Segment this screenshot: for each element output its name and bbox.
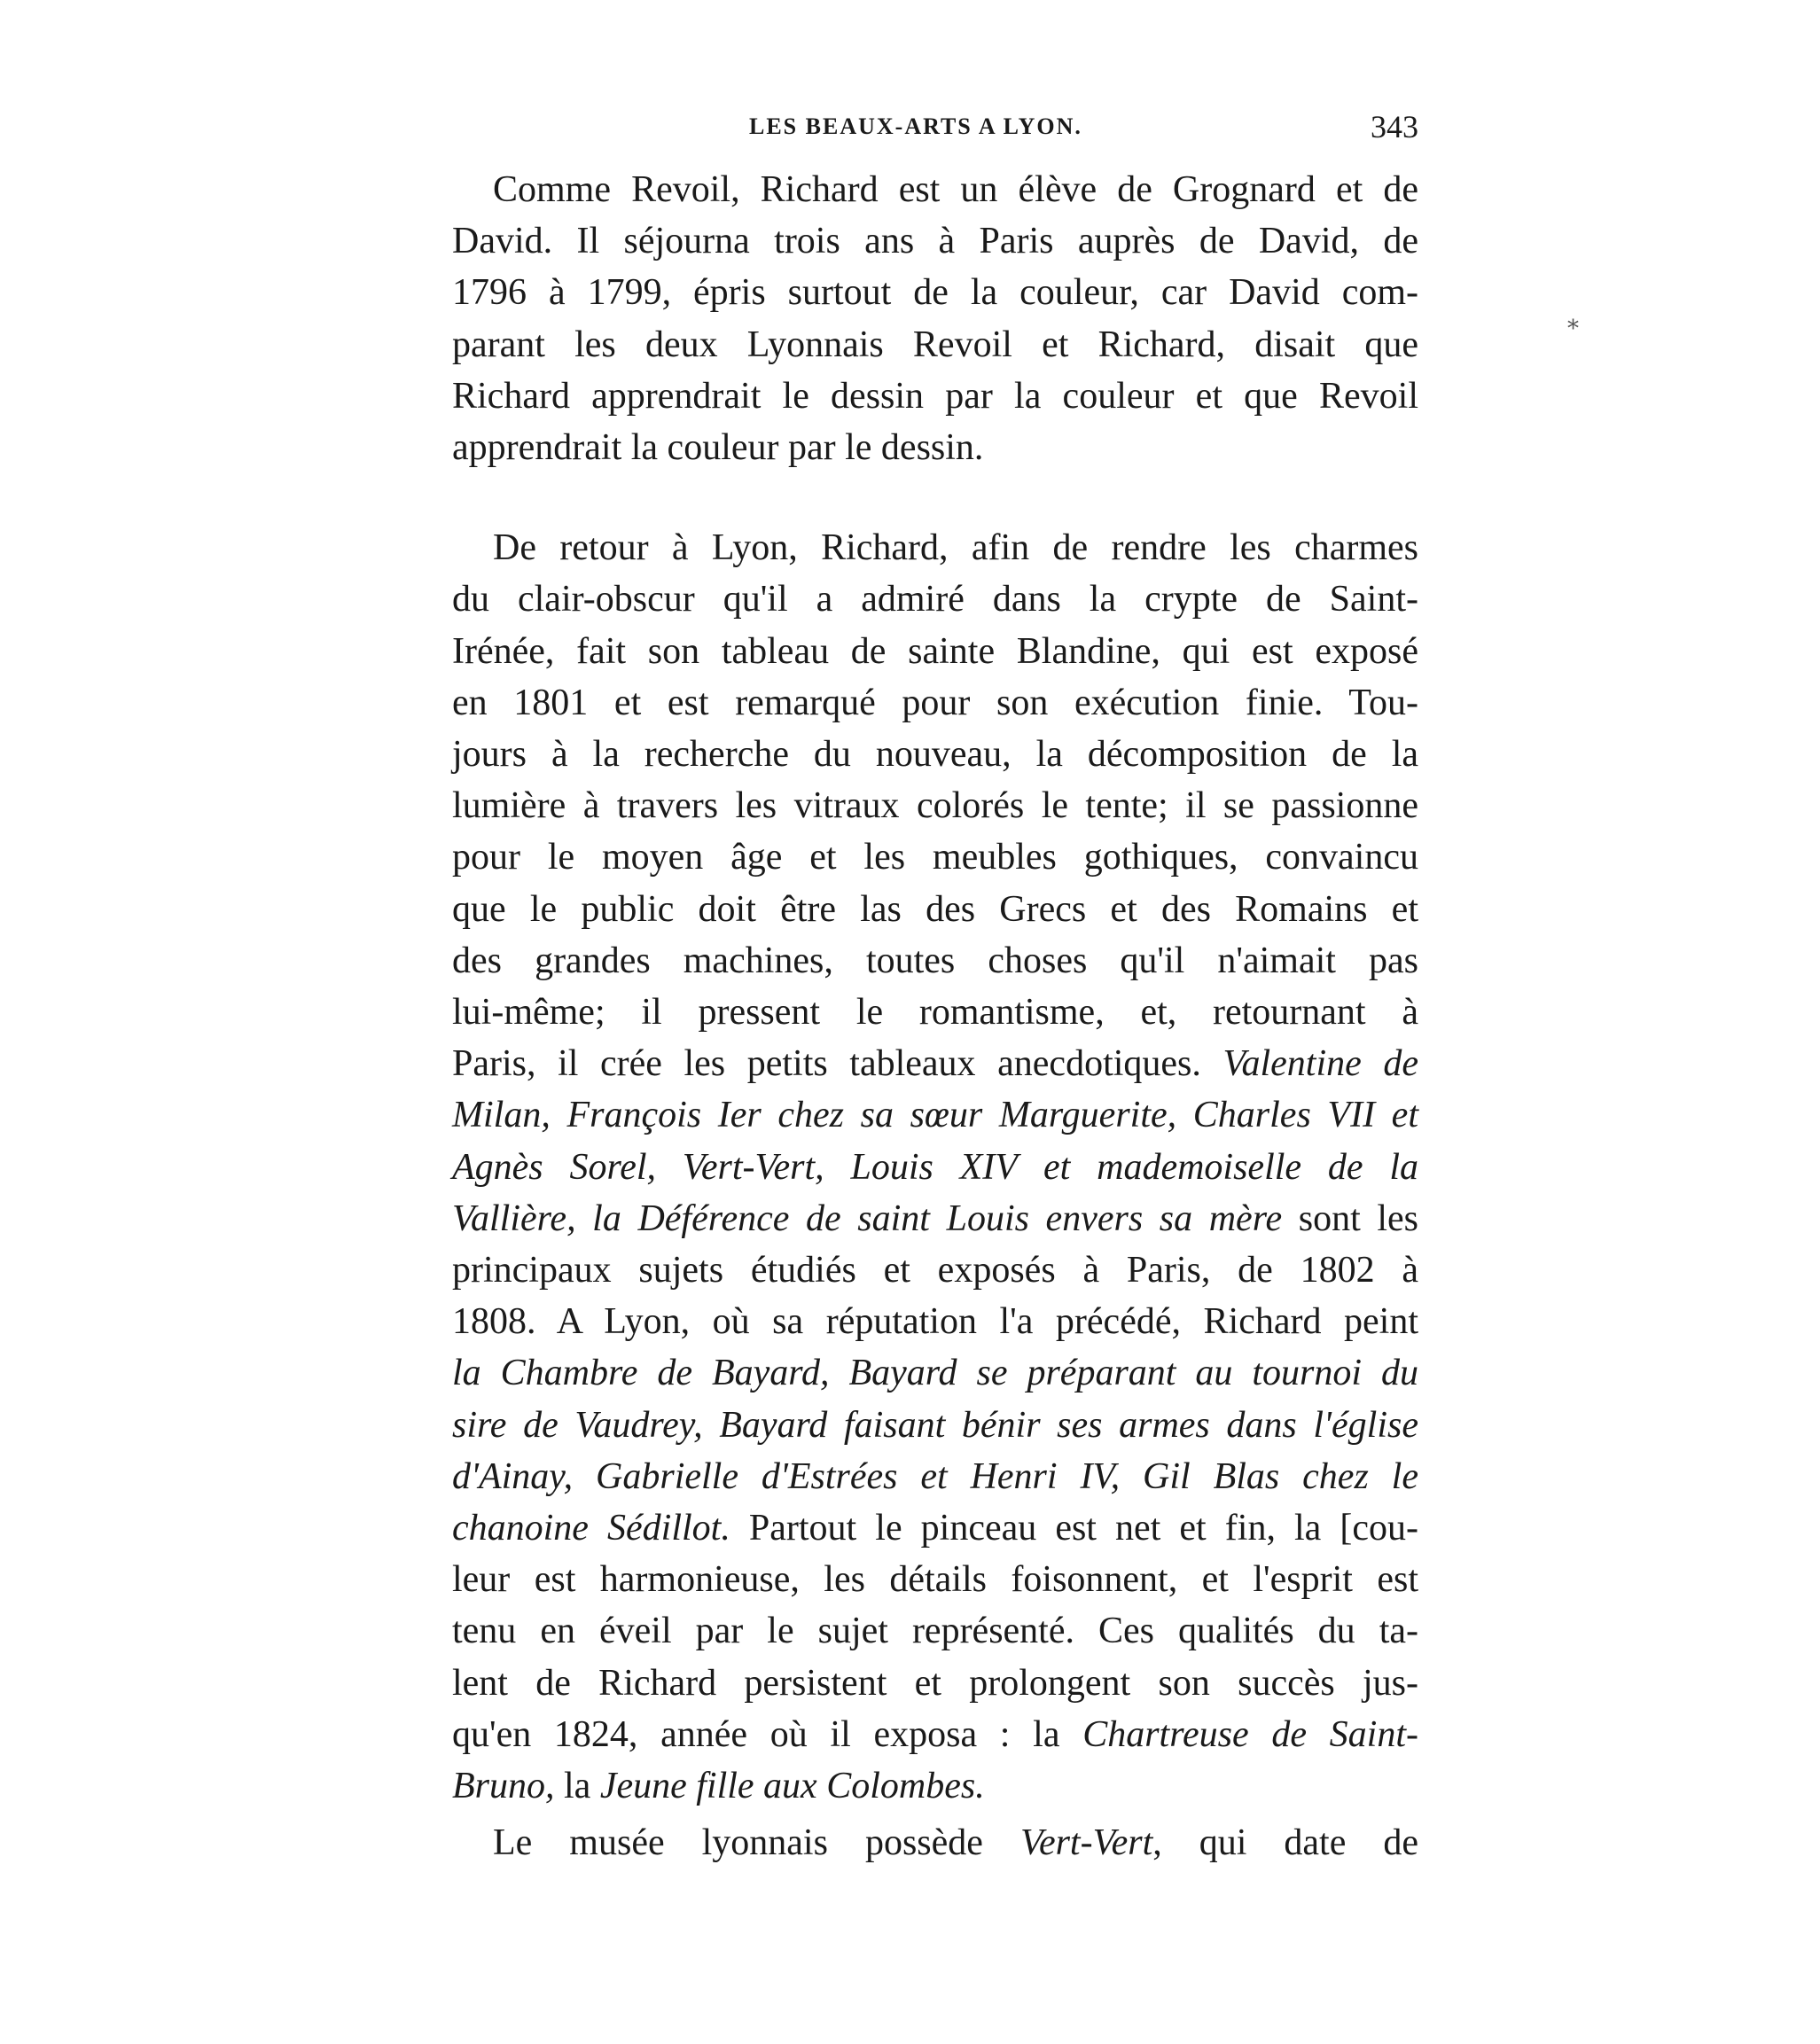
artwork-title: Vallière, la Déférence de saint Louis envers sa mère — [452, 1198, 1283, 1239]
artwork-title: Milan, François Ier chez sa sœur Marguerite, Charles VII et — [452, 1095, 1418, 1135]
text-line: 1808. A Lyon, où sa réputation l'a précédé, Richard peint — [452, 1301, 1418, 1342]
text-line: jours à la recherche du nouveau, la décomposition de la — [452, 734, 1418, 775]
artwork-title: Chartreuse de Saint- — [1082, 1714, 1418, 1755]
text-line: lent de Richard persistent et prolongent son succès jus- — [452, 1663, 1418, 1704]
text-line: tenu en éveil par le sujet représenté. Ces qualités du ta- — [452, 1611, 1418, 1651]
text-line: que le public doit être las des Grecs et des Romains et — [452, 889, 1418, 930]
text-line — [452, 1038, 1418, 1089]
text-line: Comme Revoil, Richard est un élève de Grognard et de — [493, 169, 1418, 210]
running-title: LES BEAUX-ARTS A LYON. — [749, 113, 1082, 139]
text-run: la — [1033, 1714, 1060, 1755]
text-line — [452, 1760, 1418, 1812]
text-line: pour le moyen âge et les meubles gothiques, convaincu — [452, 837, 1418, 878]
text-run: Paris, il crée les petits tableaux anecdotiques. — [452, 1043, 1201, 1084]
running-header — [452, 109, 1418, 149]
text-line: en 1801 et est remarqué pour son exécution finie. Tou- — [452, 683, 1418, 723]
text-line — [452, 1451, 1418, 1502]
text-run: sont les — [1298, 1198, 1419, 1239]
text-line — [452, 1089, 1418, 1141]
artwork-title: Jeune fille aux Colombes. — [599, 1766, 985, 1806]
artwork-title: la Chambre de Bayard, Bayard se préparant au tournoi du — [452, 1353, 1418, 1393]
artwork-title: d'Ainay, Gabrielle d'Estrées et Henri IV, Gil Blas chez le — [452, 1456, 1418, 1497]
artwork-title: chanoine Sédillot. — [452, 1508, 730, 1549]
text-line: parant les deux Lyonnais Revoil et Richard, disait que — [452, 324, 1418, 365]
text-line: du clair-obscur qu'il a admiré dans la crypte de Saint- — [452, 579, 1418, 620]
text-line — [452, 1193, 1418, 1244]
artwork-title: Vert-Vert — [1019, 1822, 1153, 1863]
artwork-title: sire de Vaudrey, Bayard faisant bénir ses armes dans l'église — [452, 1405, 1418, 1446]
text-line: De retour à Lyon, Richard, afin de rendre les charmes — [493, 527, 1418, 568]
artwork-title: Valentine de — [1222, 1043, 1418, 1084]
text-run: la — [564, 1766, 591, 1806]
text-run: , qui date de — [1152, 1822, 1419, 1863]
text-line — [452, 1142, 1418, 1193]
text-line: Richard apprendrait le dessin par la couleur et que Revoil — [452, 376, 1418, 417]
text-line: des grandes machines, toutes choses qu'il n'aimait pas — [452, 940, 1418, 981]
artwork-title: Agnès Sorel, Vert-Vert, Louis XIV et mademoiselle de la — [452, 1147, 1418, 1188]
artwork-title: Bruno, — [452, 1766, 555, 1806]
text-line: leur est harmonieuse, les détails foisonnent, et l'esprit est — [452, 1559, 1418, 1600]
text-line: principaux sujets étudiés et exposés à Paris, de 1802 à — [452, 1250, 1418, 1291]
text-line: David. Il séjourna trois ans à Paris auprès de David, de — [452, 221, 1418, 261]
text-line — [452, 1709, 1418, 1760]
text-line: 1796 à 1799, épris surtout de la couleur, car David com- — [452, 272, 1418, 313]
text-run: Le musée lyonnais possède — [493, 1822, 983, 1863]
text-line: Irénée, fait son tableau de sainte Blandine, qui est exposé — [452, 631, 1418, 672]
text-line: lumière à travers les vitraux colorés le tente; il se passionne — [452, 785, 1418, 826]
text-run: Partout le pinceau est net et fin, la [cou- — [748, 1508, 1418, 1549]
text-run: qu'en 1824, année où il exposa : — [452, 1714, 1011, 1755]
text-line: apprendrait la couleur par le dessin. — [452, 427, 984, 468]
text-line — [452, 1400, 1418, 1451]
margin-mark: * — [1567, 316, 1579, 342]
text-line — [452, 1347, 1418, 1399]
page-number: 343 — [1371, 109, 1418, 144]
text-line: lui-même; il pressent le romantisme, et, retournant à — [452, 992, 1418, 1033]
text-line — [452, 1817, 1418, 1868]
text-line — [452, 1502, 1418, 1554]
